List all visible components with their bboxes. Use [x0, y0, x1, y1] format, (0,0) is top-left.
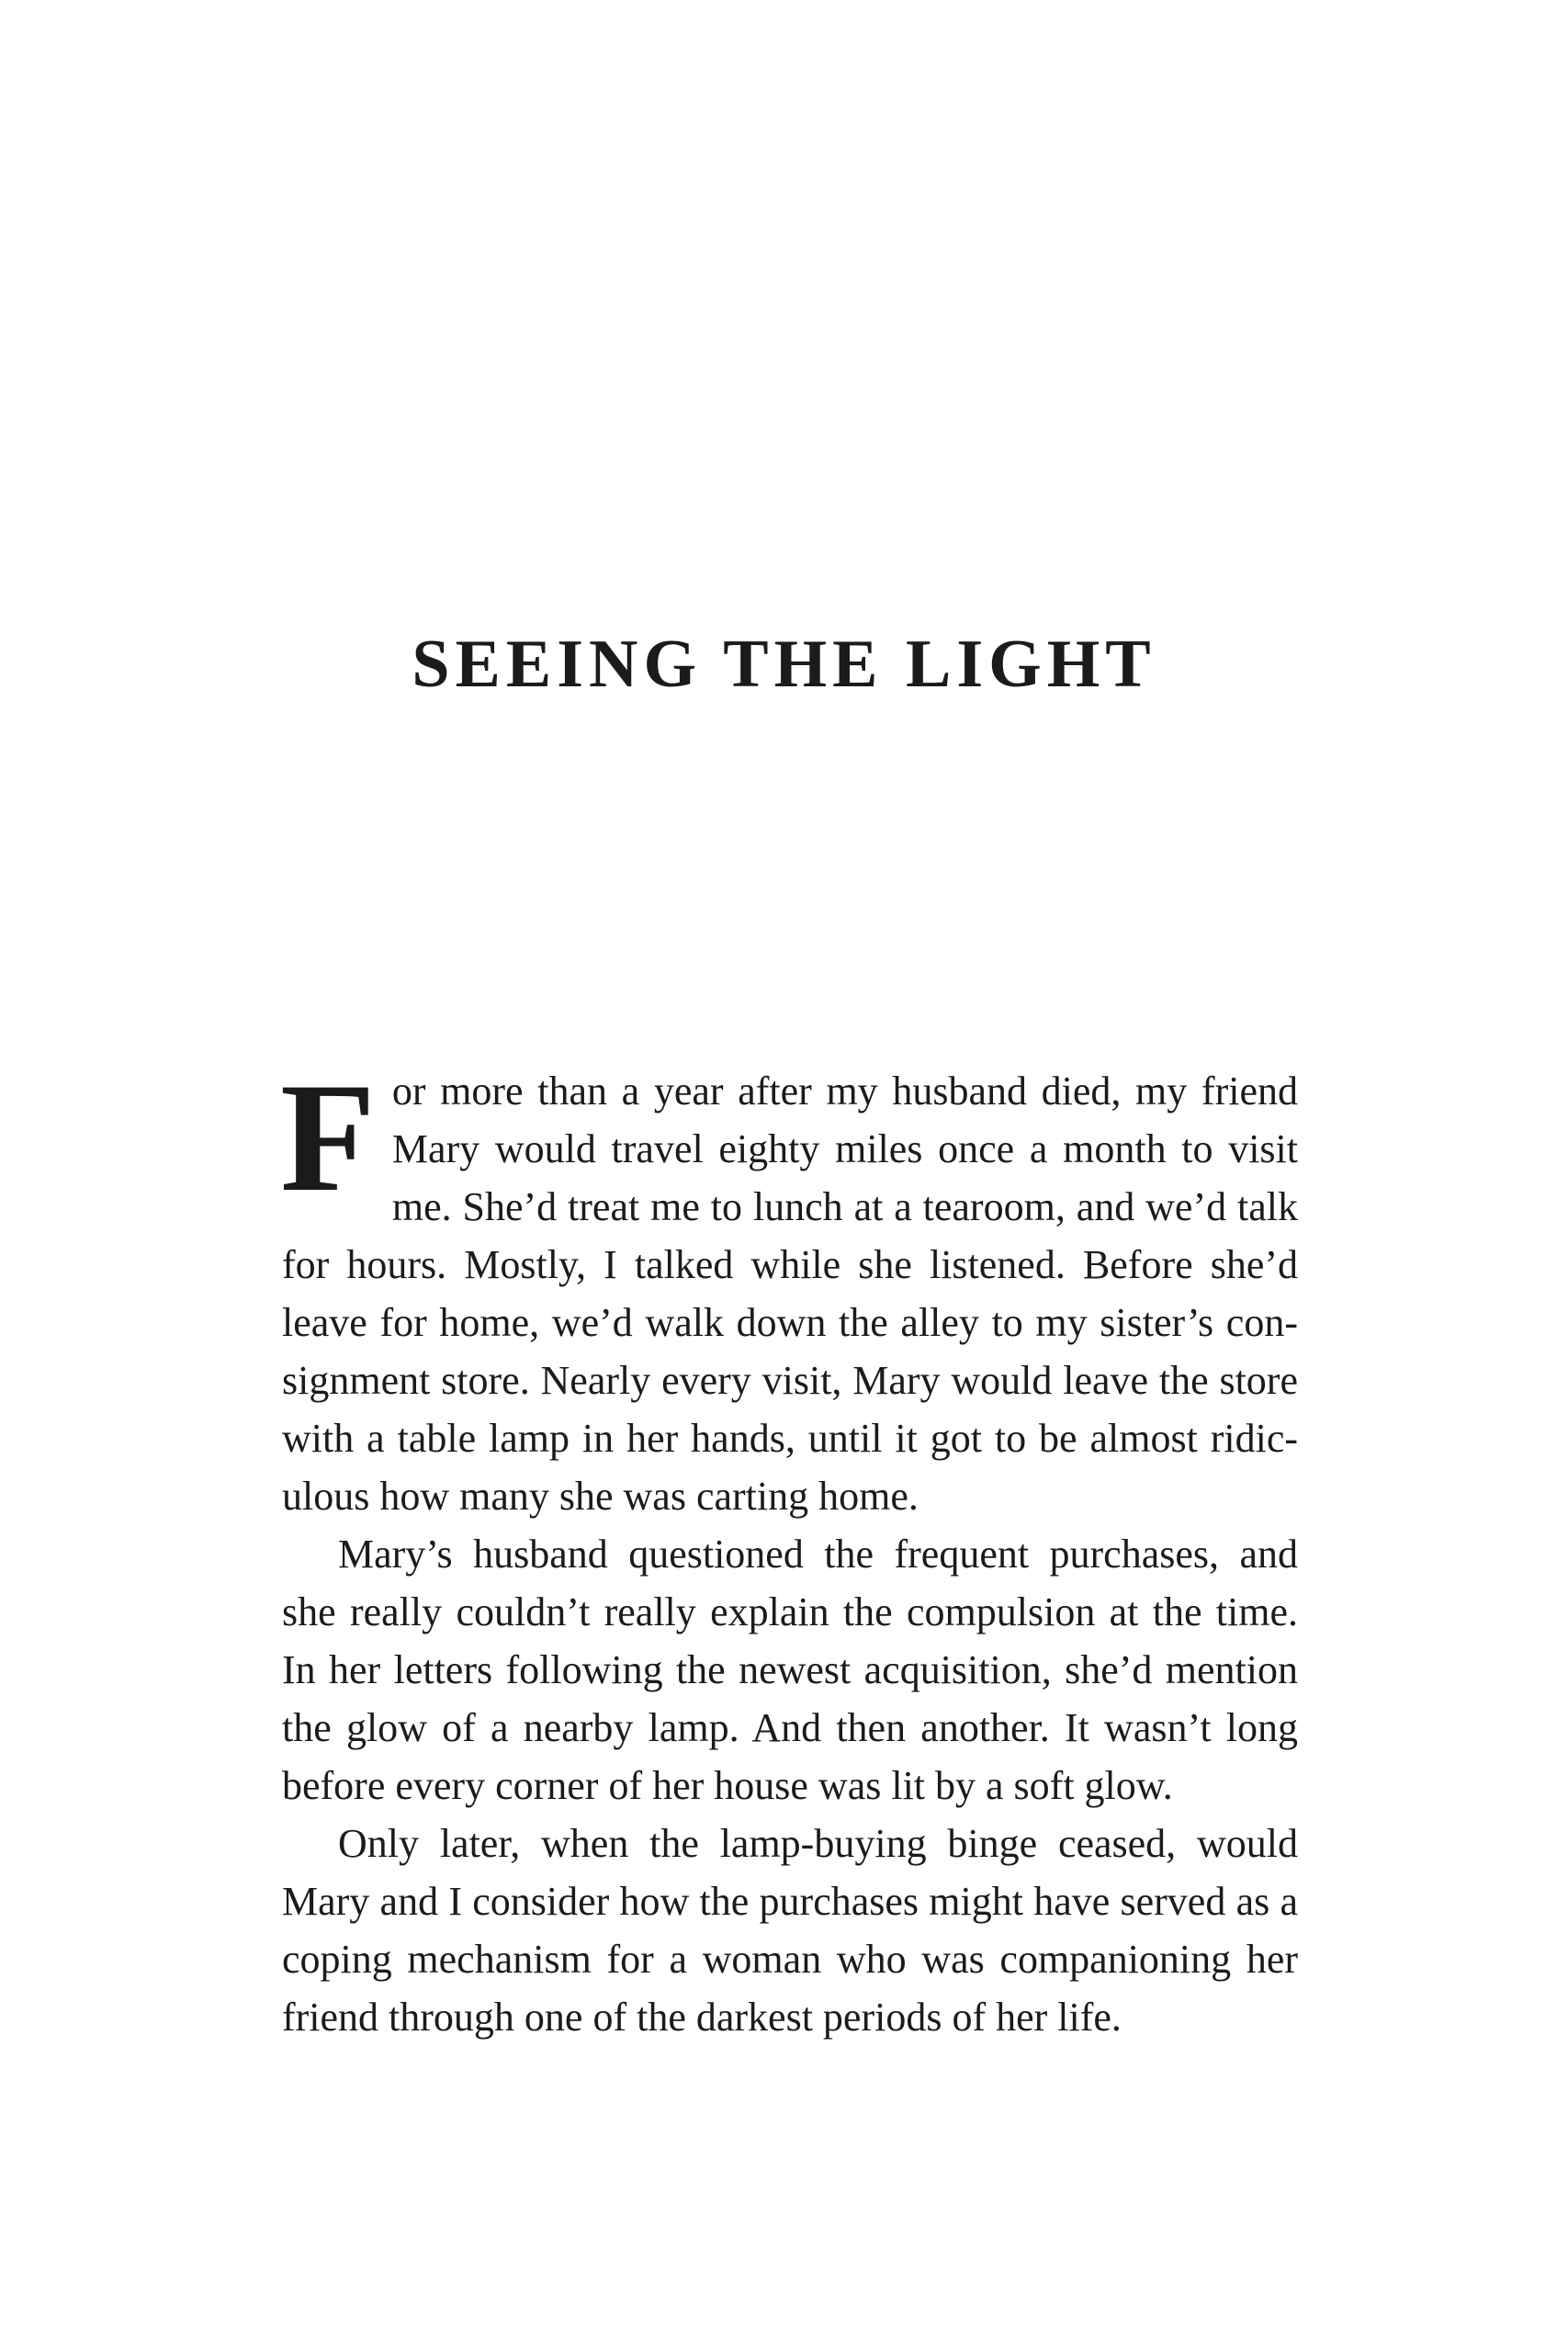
- paragraph-2: Mary’s husband questioned the frequent purchases, and she really couldn’t really explain the compulsion at the time. In her letters following the newest acquisition, she’d mention the glow of a nearby lamp. And then another. It wasn’t long before every corner of her house was lit by a soft glow.: [282, 1532, 1298, 1808]
- paragraph-3: Only later, when the lamp-buying binge ceased, would Mary and I consider how the purchases might have served as a coping mechanism for a woman who was companioning her friend through one of the darkest periods of her life.: [282, 1821, 1298, 2040]
- drop-cap: F: [280, 1051, 376, 1224]
- paragraph-1-text: or more than a year after my husband died, my friend Mary would travel eighty miles once a month to visit me. She’d treat me to lunch at a tearoom, and we’d talk for hours. Mostly, I talked while she listened. Before she’d leave for home, we’d walk down the alley to my sister’s consignment store. Nearly every visit, Mary would leave the store with a table lamp in her hands, until it got to be almost ridiculous how many she was carting home.: [282, 1069, 1298, 1519]
- chapter-title: SEEING THE LIGHT: [412, 627, 1156, 702]
- chapter-body: [280, 1051, 1298, 2046]
- paragraph-1: [280, 1051, 1298, 1525]
